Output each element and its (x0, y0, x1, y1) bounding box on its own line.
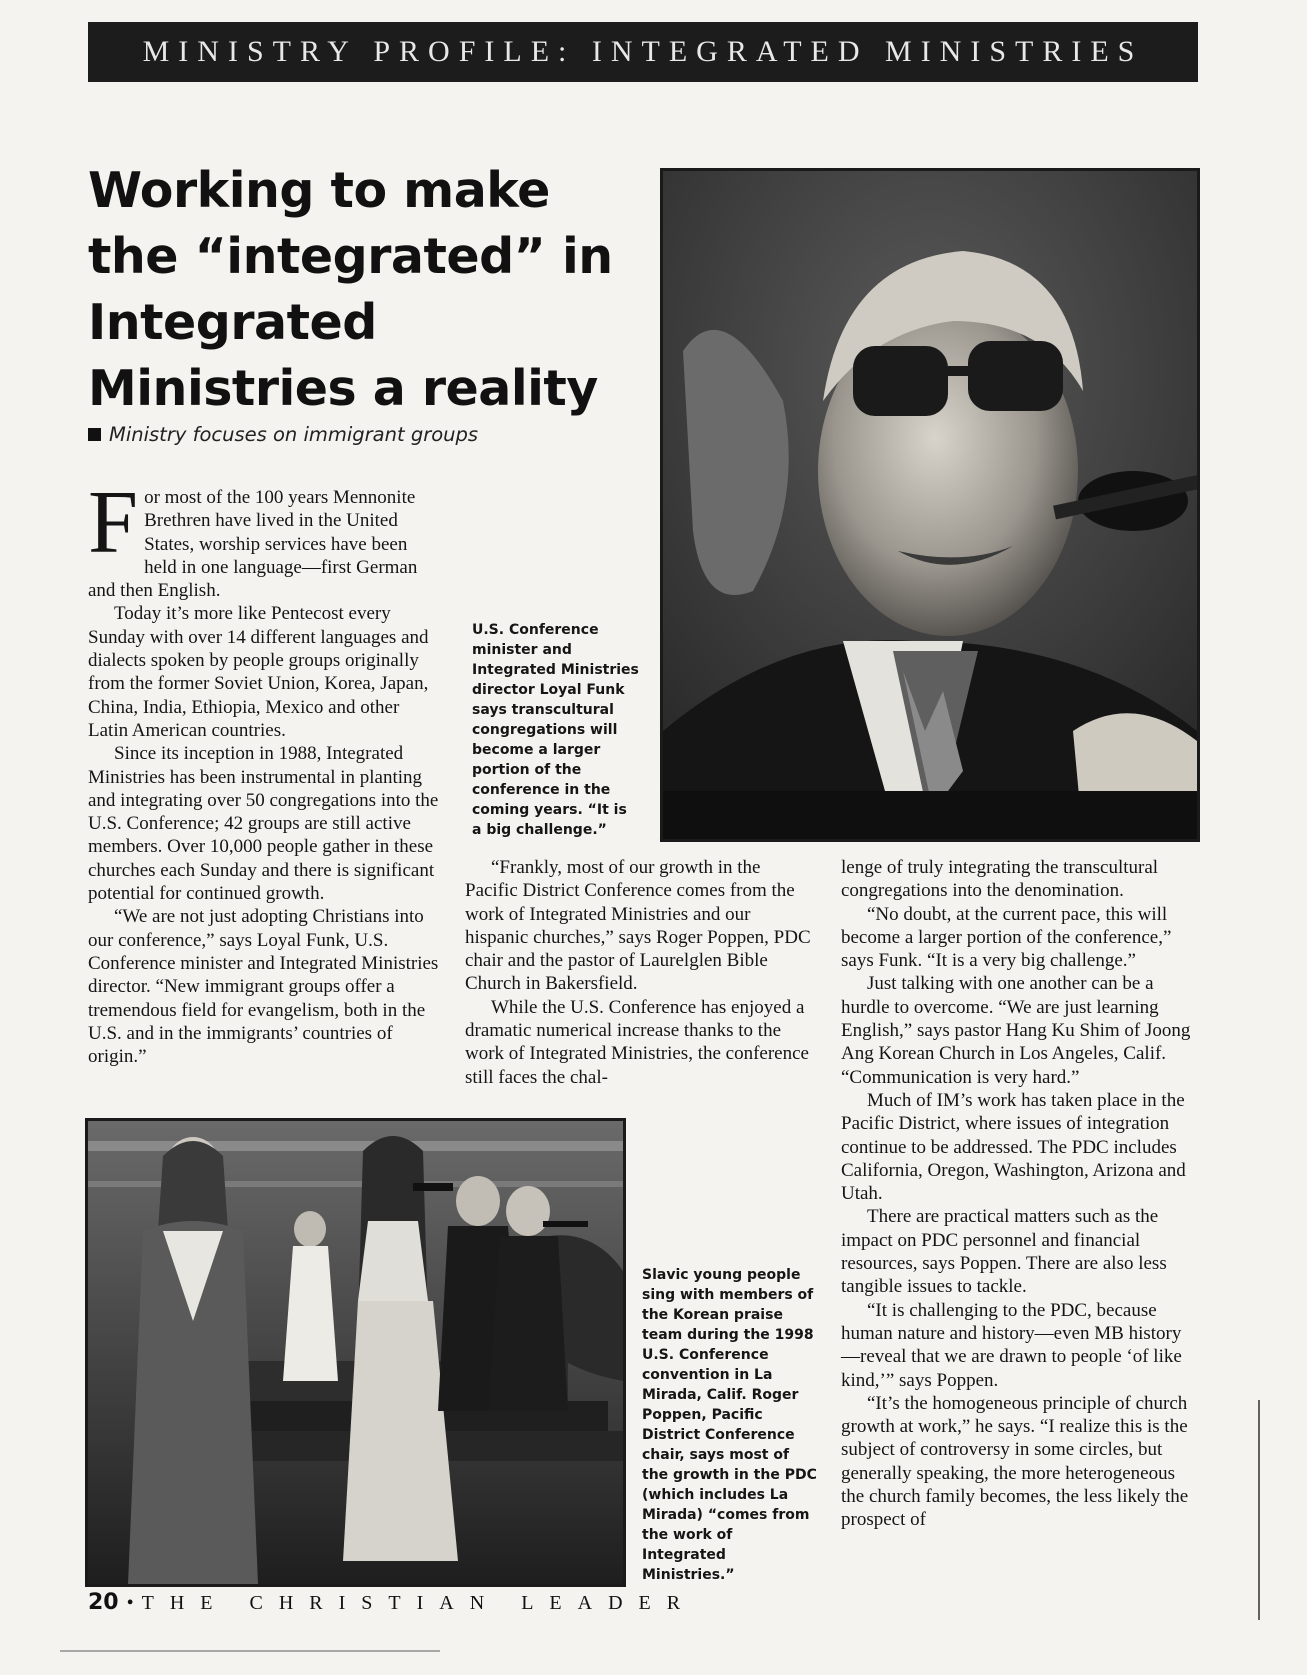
article-paragraph: “It is challenging to the PDC, because human nature and history—even MB history—reveal that we are drawn to people ‘of like kind,’” says Poppen. (841, 1299, 1182, 1391)
page-footer (88, 1590, 696, 1615)
subhead-text: Ministry focuses on immigrant groups (109, 423, 479, 446)
bullet-square-icon (88, 428, 101, 441)
scan-edge-line (1258, 1400, 1260, 1620)
drop-cap: F (88, 473, 139, 572)
article-column-2 (465, 856, 817, 1089)
article-paragraph: “It’s the homogeneous principle of church growth at work,” he says. “I realize this is the subject of controversy in some circles, but generally speaking, the more heterogeneous the church family becomes, the less likely the prospect of (841, 1392, 1189, 1531)
section-banner: MINISTRY PROFILE: INTEGRATED MINISTRIES (88, 22, 1198, 82)
speaker-photo-illustration (663, 171, 1197, 839)
publication-name: THE CHRISTIAN LEADER (141, 1592, 697, 1614)
article-paragraph: While the U.S. Conference has enjoyed a dramatic numerical increase thanks to the work of Integrated Ministries, the conference still faces the chal- (465, 996, 809, 1088)
page-number: 20 (88, 1590, 119, 1615)
singers-photo-illustration (88, 1121, 623, 1584)
footer-separator: • (126, 1592, 134, 1614)
article-paragraph: Today it’s more like Pentecost every Sunday with over 14 different languages and dialects spoken by people groups originally from the former Soviet Union, Korea, Japan, China, India, Ethiopia, Mexico and other Latin American countries. (88, 603, 429, 741)
article-paragraph: “No doubt, at the current pace, this will become a larger portion of the conference,” says Funk. “It is a very big challenge.” (841, 903, 1172, 972)
article-column-3 (841, 856, 1195, 1532)
photo-singers-praise-team (85, 1118, 626, 1587)
article-paragraph (88, 473, 440, 602)
article-paragraph: Since its inception in 1988, Integrated Ministries has been instrumental in planting and integrating over 50 congregations into the U.S. Conference; 42 groups are still active members. Over 10,000 people gather in these churches each Sunday and there is significant potential for continued growth. (88, 743, 439, 905)
photo-caption-loyal-funk: U.S. Conference minister and Integrated Ministries director Loyal Funk says transcultural congregations will become a larger portion of the conference in the coming years. “It is a big challenge.” (472, 622, 639, 838)
article-paragraph: lenge of truly integrating the transcultural congregations into the denomination. (841, 857, 1159, 902)
paragraph-text: or most of the 100 years Mennonite Brethren have lived in the United States, worship services have been held in one language—first German and then English. (88, 487, 418, 602)
article-column-1 (88, 473, 440, 1068)
article-paragraph: “Frankly, most of our growth in the Pacific District Conference comes from the work of Integrated Ministries and our hispanic churches,” says Roger Poppen, PDC chair and the pastor of Laurelglen Bible Church in Bakersfield. (465, 857, 811, 995)
photo-speaker-at-microphone (660, 168, 1200, 842)
headline: Working to make the “integrated” in Integrated Ministries a reality (88, 162, 613, 417)
subhead (88, 423, 648, 446)
article-paragraph: Just talking with one another can be a hurdle to overcome. “We are just learning English,” says pastor Hang Ku Shim of Joong Ang Korean Church in Los Angeles, Calif. “Communication is very hard.” (841, 973, 1191, 1088)
article-paragraph: There are practical matters such as the impact on PDC personnel and financial resources, says Poppen. There are also less tangible issues to tackle. (841, 1206, 1167, 1298)
article-paragraph: Much of IM’s work has taken place in the Pacific District, where issues of integration continue to be addressed. The PDC includes California, Oregon, Washington, Arizona and Utah. (841, 1089, 1186, 1205)
article-paragraph: “We are not just adopting Christians into our conference,” says Loyal Funk, U.S. Conference minister and Integrated Ministries director. “New immigrant groups offer a tremendous field for evangelism, both in the U.S. and in the immigrants’ countries of origin.” (88, 906, 439, 1068)
photo-caption-singers: Slavic young people sing with members of the Korean praise team during the 1998 U.S. Conference convention in La Mirada, Calif. Roger Poppen, Pacific District Conference chair, says most of the growth in the PDC (which includes La Mirada) “comes from the work of Integrated Ministries.” (642, 1267, 817, 1583)
bottom-rule (60, 1650, 440, 1652)
